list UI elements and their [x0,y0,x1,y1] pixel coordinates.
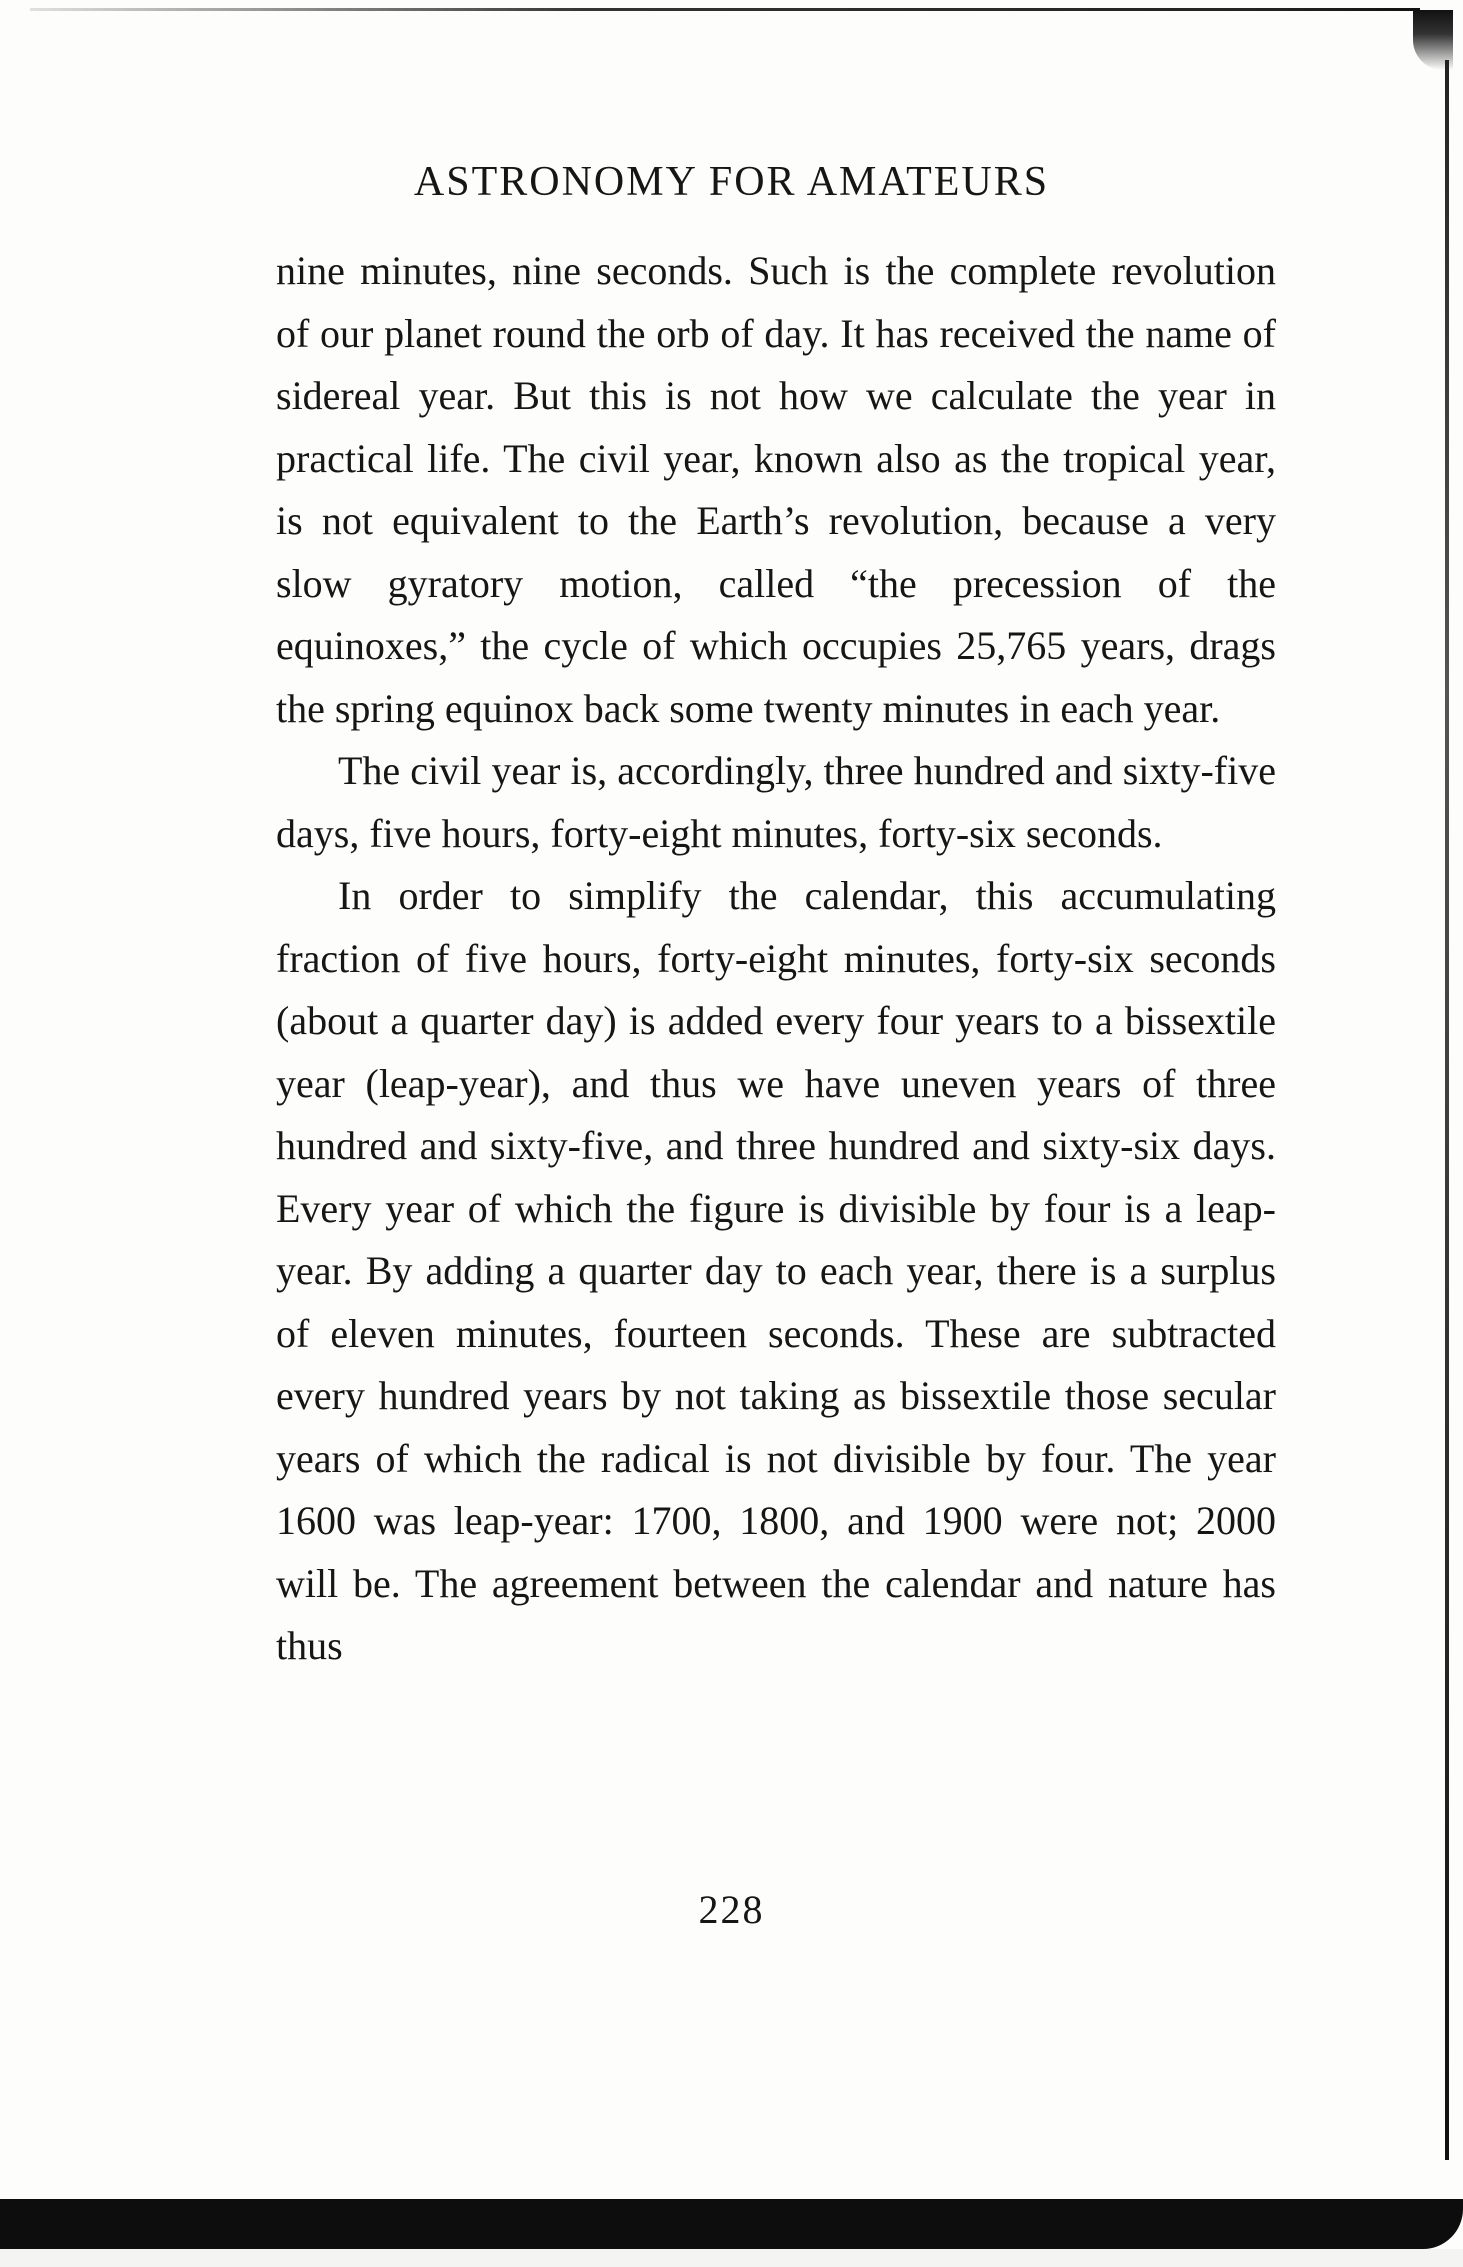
body-text [276,240,1276,1678]
scan-top-edge [30,8,1420,11]
scan-bottom-strip [0,2249,1463,2267]
paragraph-continued: nine minutes, nine seconds. Such is the complete revolution of our planet round the orb of day. It has received the name of sidereal year. But this is not how we calculate the year in practical life. The civil year, known also as the tropical year, is not equivalent to the Earth’s revolution, because a very slow gyratory motion, called “the precession of the equinoxes,” the cycle of which occupies 25,765 years, drags the spring equinox back some twenty minutes in each year. [276,248,1276,731]
paragraph-civil-year: The civil year is, accordingly, three hundred and sixty-five days, five hours, forty-eight minutes, forty-six seconds. [276,748,1276,856]
running-head: ASTRONOMY FOR AMATEURS [413,159,1050,205]
scan-bottom-edge [0,2199,1463,2249]
scan-right-edge [1445,60,1449,2160]
page-number: 228 [698,1887,765,1932]
paragraph-calendar: In order to simplify the calendar, this accumulating fraction of five hours, forty-eight minutes, forty-six seconds (about a quarter day) is added every four years to a bissextile year (leap-year), and thus we have uneven years of three hundred and sixty-five, and three hundred and sixty-six days. Every year of which the figure is divisible by four is a leap-year. By adding a quarter day to each year, there is a surplus of eleven minutes, fourteen seconds. These are subtracted every hundred years by not taking as bissextile those secular years of which the radical is not divisible by four. The year 1600 was leap-year: 1700, 1800, and 1900 were not; 2000 will be. The agreement between the calendar and nature has thus [276,873,1276,1668]
